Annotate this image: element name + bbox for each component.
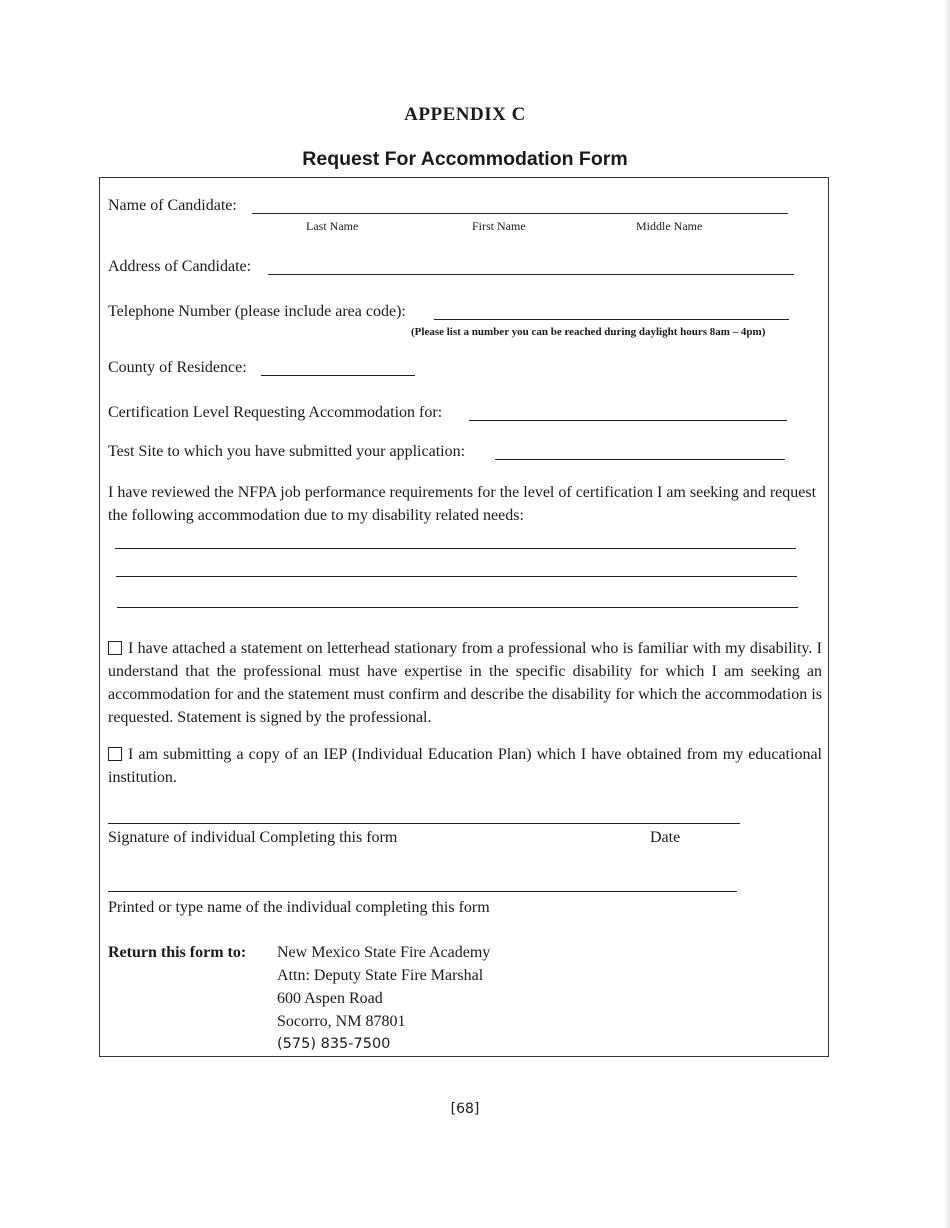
cert-level-input-line[interactable] <box>469 420 787 421</box>
name-input-line[interactable] <box>252 213 788 214</box>
telephone-label: Telephone Number (please include area code): <box>108 303 406 320</box>
return-address-line: Attn: Deputy State Fire Marshal <box>277 967 484 984</box>
appendix-heading: APPENDIX C <box>404 104 526 125</box>
address-input-line[interactable] <box>268 274 794 275</box>
county-input-line[interactable] <box>261 375 415 376</box>
page-number: [68] <box>450 1101 480 1117</box>
telephone-note: (Please list a number you can be reached during daylight hours 8am – 4pm) <box>411 326 766 338</box>
return-label: Return this form to: <box>108 944 247 961</box>
professional-statement-text: I have attached a statement on letterhead stationary from a professional who is familiar with my disability. I understand that the professional must have expertise in the specific disability for which I am seeking an accommodation for and the statement must confirm and describe the disability for which the accommodation is requested. Statement is signed by the professional. <box>108 640 822 726</box>
return-address-line: 600 Aspen Road <box>277 990 383 1007</box>
iep-text: I am submitting a copy of an IEP (Individual Education Plan) which I have obtained from my educational institution. <box>108 746 822 786</box>
first-name-caption: First Name <box>472 219 526 233</box>
printed-name-line[interactable] <box>108 891 737 892</box>
county-label: County of Residence: <box>108 359 247 376</box>
middle-name-caption: Middle Name <box>636 219 703 233</box>
requirements-statement: I have reviewed the NFPA job performance requirements for the level of certification I am seeking and request the following accommodation due to my disability related needs: <box>108 484 817 524</box>
last-name-caption: Last Name <box>306 219 359 233</box>
iep-checkbox[interactable] <box>108 747 122 761</box>
signature-label: Signature of individual Completing this form <box>108 829 398 846</box>
cert-level-label: Certification Level Requesting Accommodation for: <box>108 404 443 421</box>
return-address-line: New Mexico State Fire Academy <box>277 944 491 961</box>
printed-name-label: Printed or type name of the individual completing this form <box>108 899 490 916</box>
name-label: Name of Candidate: <box>108 197 237 214</box>
signature-line[interactable] <box>108 823 740 824</box>
page-edge-shadow <box>944 0 950 1228</box>
date-label: Date <box>650 829 681 846</box>
test-site-input-line[interactable] <box>495 459 785 460</box>
address-label: Address of Candidate: <box>108 258 252 275</box>
test-site-label: Test Site to which you have submitted your application: <box>108 443 466 460</box>
accommodation-line-3[interactable] <box>117 607 798 608</box>
accommodation-line-1[interactable] <box>115 548 796 549</box>
form-title: Request For Accommodation Form <box>302 148 628 170</box>
professional-statement-option <box>108 637 822 729</box>
iep-option <box>108 743 822 789</box>
telephone-input-line[interactable] <box>434 319 789 320</box>
return-address-line: Socorro, NM 87801 <box>277 1013 406 1030</box>
accommodation-line-2[interactable] <box>116 576 797 577</box>
professional-statement-checkbox[interactable] <box>108 641 122 655</box>
return-phone: (575) 835-7500 <box>277 1036 391 1052</box>
